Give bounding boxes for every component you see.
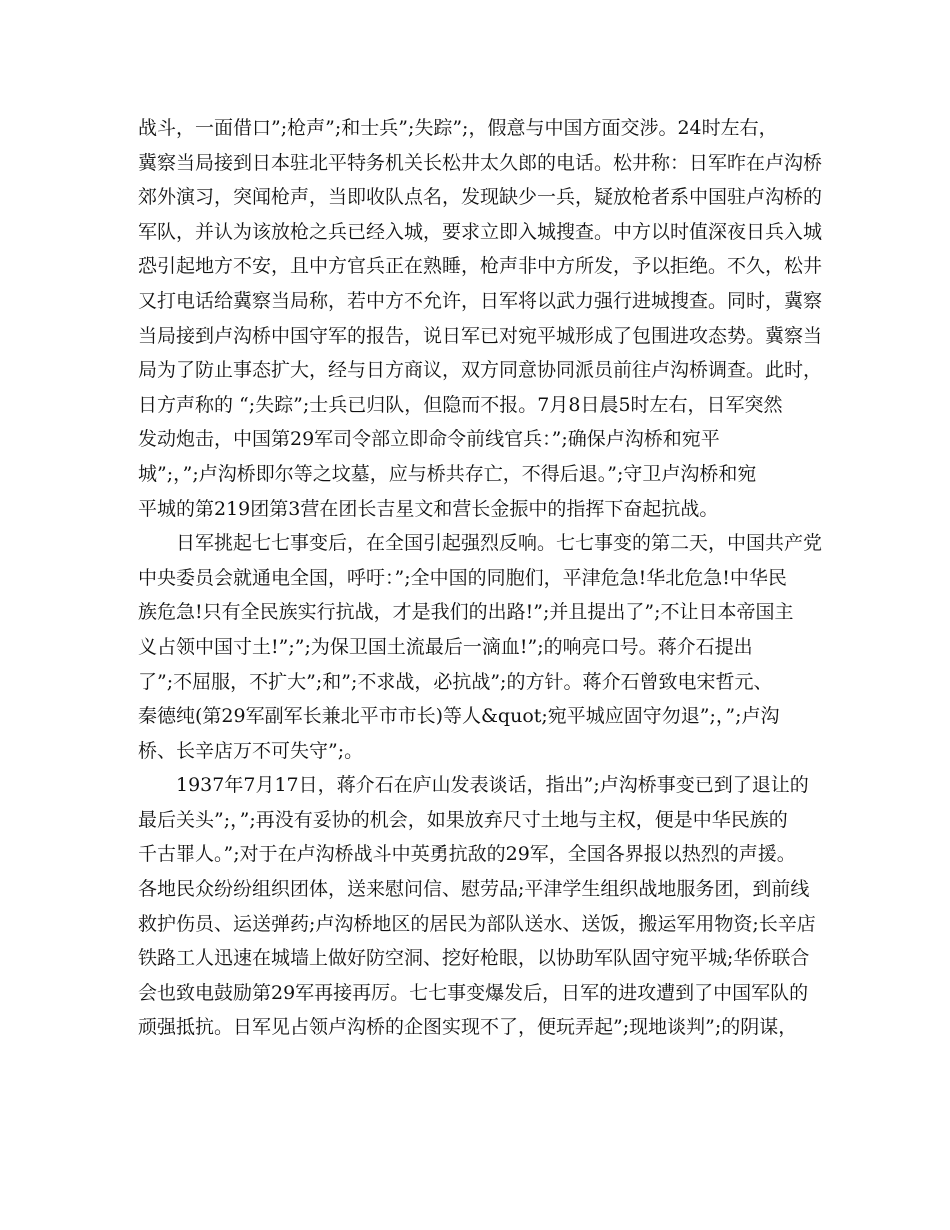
text-line: 族危急!只有全民族实行抗战，才是我们的出路!”;并且提出了”;不让日本帝国主 (138, 601, 794, 624)
text-line: 义占领中国寸土!”;”;为保卫国土流最后一滴血!”;的响亮口号。蒋介石提出 (138, 635, 753, 658)
text-line: 冀察当局接到日本驻北平特务机关长松井太久郎的电话。松井称：日军昨在卢沟桥 (138, 151, 823, 174)
text-line: 1937年7月17日，蒋介石在庐山发表谈话，指出”;卢沟桥事变已到了退让的 (176, 774, 809, 797)
text-line: 各地民众纷纷组织团体，送来慰问信、慰劳品;平津学生组织战地服务团，到前线 (138, 878, 810, 901)
text-line: 桥、长辛店万不可失守”;。 (138, 739, 364, 762)
text-line: 日方声称的 “;失踪”;士兵已归队，但隐而不报。7月8日晨5时左右，日军突然 (138, 393, 783, 416)
text-line: 军队，并认为该放枪之兵已经入城，要求立即入城搜查。中方以时值深夜日兵入城 (138, 220, 823, 243)
text-line: 发动炮击，中国第29军司令部立即命令前线官兵：”;确保卢沟桥和宛平 (138, 428, 720, 451)
text-line: 当局接到卢沟桥中国守军的报告，说日军已对宛平城形成了包围进攻态势。冀察当 (138, 324, 823, 347)
text-line: 最后关头”;，”;再没有妥协的机会，如果放弃尺寸土地与主权，便是中华民族的 (138, 808, 788, 831)
text-line: 日军挑起七七事变后，在全国引起强烈反响。七七事变的第二天，中国共产党 (176, 532, 823, 555)
text-line: 郊外演习，突闻枪声，当即收队点名，发现缺少一兵，疑放枪者系中国驻卢沟桥的 (138, 186, 823, 209)
text-line: 铁路工人迅速在城墙上做好防空洞、挖好枪眼，以协助军队固守宛平城;华侨联合 (138, 947, 810, 970)
text-line: 战斗，一面借口”;枪声”;和士兵”;失踪”;，假意与中国方面交涉。24时左右， (138, 117, 778, 139)
paragraph-3 (138, 768, 828, 1045)
text-line: 局为了防止事态扩大，经与日方商议，双方同意协同派员前往卢沟桥调查。此时， (138, 359, 823, 382)
text-line: 顽强抵抗。日军见占领卢沟桥的企图实现不了，便玩弄起”;现地谈判”;的阴谋， (138, 1016, 798, 1039)
text-line: 救护伤员、运送弹药;卢沟桥地区的居民为部队送水、送饭，搬运军用物资;长辛店 (138, 912, 816, 935)
text-line: 中央委员会就通电全国，呼吁：”;全中国的同胞们，平津危急!华北危急!中华民 (138, 566, 787, 589)
text-line: 城”;，”;卢沟桥即尔等之坟墓，应与桥共存亡，不得后退。”;守卫卢沟桥和宛 (138, 462, 757, 485)
paragraph-1 (138, 111, 828, 526)
paragraph-2 (138, 526, 828, 768)
text-line: 千古罪人。”;对于在卢沟桥战斗中英勇抗敌的29军，全国各界报以热烈的声援。 (138, 843, 796, 866)
document-body (138, 111, 828, 1045)
text-line: 平城的第219团第3营在团长吉星文和营长金振中的指挥下奋起抗战。 (138, 497, 719, 520)
text-line: 恐引起地方不安，且中方官兵正在熟睡，枪声非中方所发，予以拒绝。不久，松井 (138, 255, 823, 278)
text-line: 了”;不屈服，不扩大”;和”;不求战，必抗战”;的方针。蒋介石曾致电宋哲元、 (138, 670, 773, 693)
text-line: 又打电话给冀察当局称，若中方不允许，日军将以武力强行进城搜查。同时，冀察 (138, 289, 823, 312)
text-line: 会也致电鼓励第29军再接再厉。七七事变爆发后，日军的进攻遭到了中国军队的 (138, 981, 809, 1004)
text-line: 秦德纯(第29军副军长兼北平市市长)等人&quot;宛平城应固守勿退”;，”;卢沟 (138, 705, 780, 728)
